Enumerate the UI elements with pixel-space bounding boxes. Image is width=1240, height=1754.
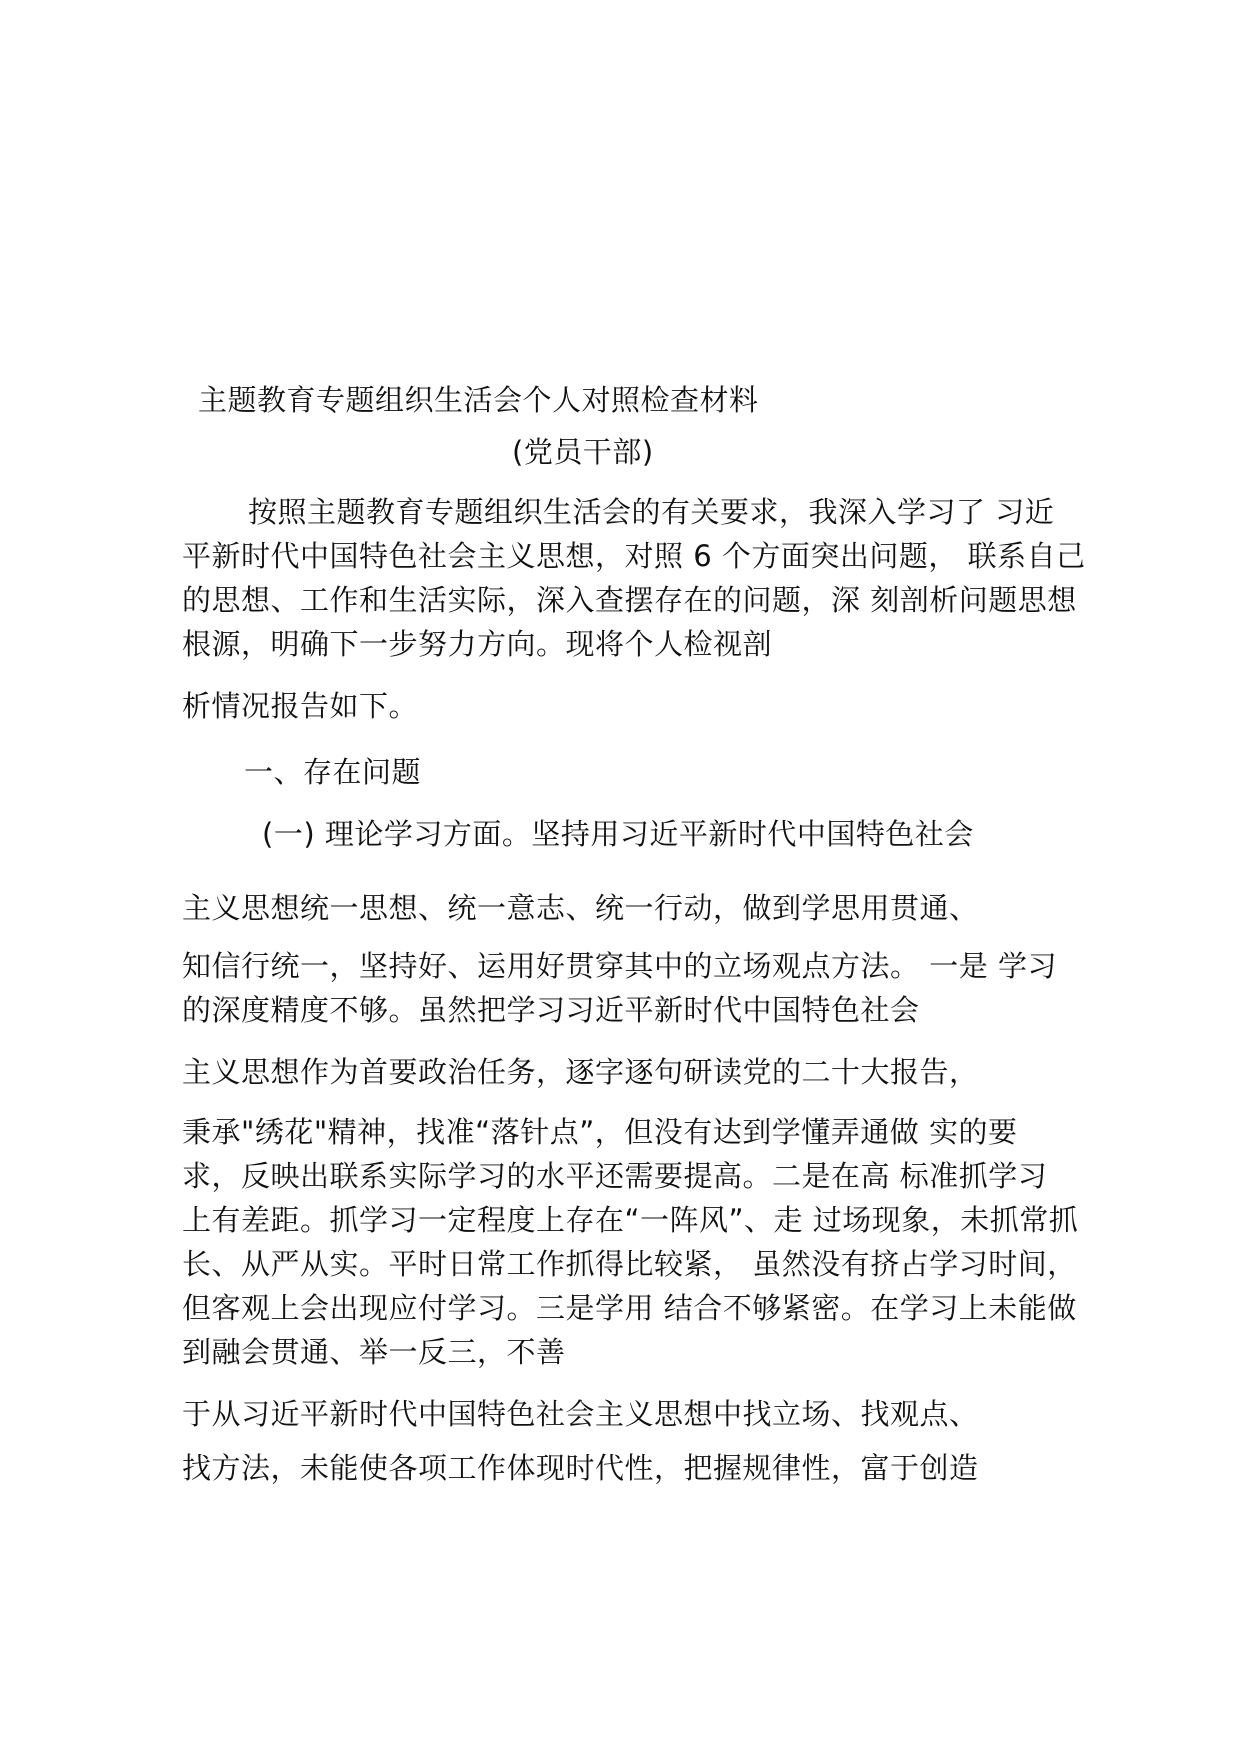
body-line: 按照主题教育专题组织生活会的有关要求，我深入学习了 习近 [248, 495, 1055, 529]
body-line: 长、从严从实。平时日常工作抓得比较紧， 虽然没有挤占学习时间， [182, 1247, 1077, 1281]
body-line: 上有差距。抓学习一定程度上存在“一阵风”、走 过场现象，未抓常抓 [182, 1203, 1079, 1237]
body-line: 到融会贯通、举一反三，不善 [182, 1335, 566, 1369]
body-line: 找方法，未能使各项工作体现时代性，把握规律性，富于创造 [182, 1451, 979, 1485]
body-line: 析情况报告如下。 [182, 689, 419, 723]
section-heading: 一、存在问题 [244, 755, 422, 789]
body-line: 平新时代中国特色社会主义思想，对照 6 个方面突出问题， 联系自己 [182, 539, 1086, 573]
body-line: 秉承"绣花"精神，找准“落针点”，但没有达到学懂弄通做 实的要 [182, 1115, 1018, 1149]
document-title: 主题教育专题组织生活会个人对照检查材料 [198, 383, 759, 417]
body-line: 但客观上会出现应付学习。三是学用 结合不够紧密。在学习上未能做 [182, 1291, 1077, 1325]
body-line: 于从习近平新时代中国特色社会主义思想中找立场、找观点、 [182, 1397, 979, 1431]
document-subtitle: (党员干部) [512, 435, 654, 469]
body-line: 求，反映出联系实际学习的水平还需要提高。二是在高 标准抓学习 [182, 1159, 1048, 1193]
body-line: 主义思想统一思想、统一意志、统一行动，做到学思用贯通、 [182, 891, 979, 925]
body-line: 主义思想作为首要政治任务，逐字逐句研读党的二十大报告， [182, 1055, 979, 1089]
subsection-heading: (一) 理论学习方面。坚持用习近平新时代中国特色社会 [262, 817, 974, 851]
body-line: 的思想、工作和生活实际，深入查摆存在的问题，深 刻剖析问题思想 [182, 583, 1077, 617]
body-line: 的深度精度不够。虽然把学习习近平新时代中国特色社会 [182, 993, 920, 1027]
body-line: 知信行统一，坚持好、运用好贯穿其中的立场观点方法。 一是 学习 [182, 949, 1057, 983]
body-line: 根源，明确下一步努力方向。现将个人检视剖 [182, 627, 773, 661]
